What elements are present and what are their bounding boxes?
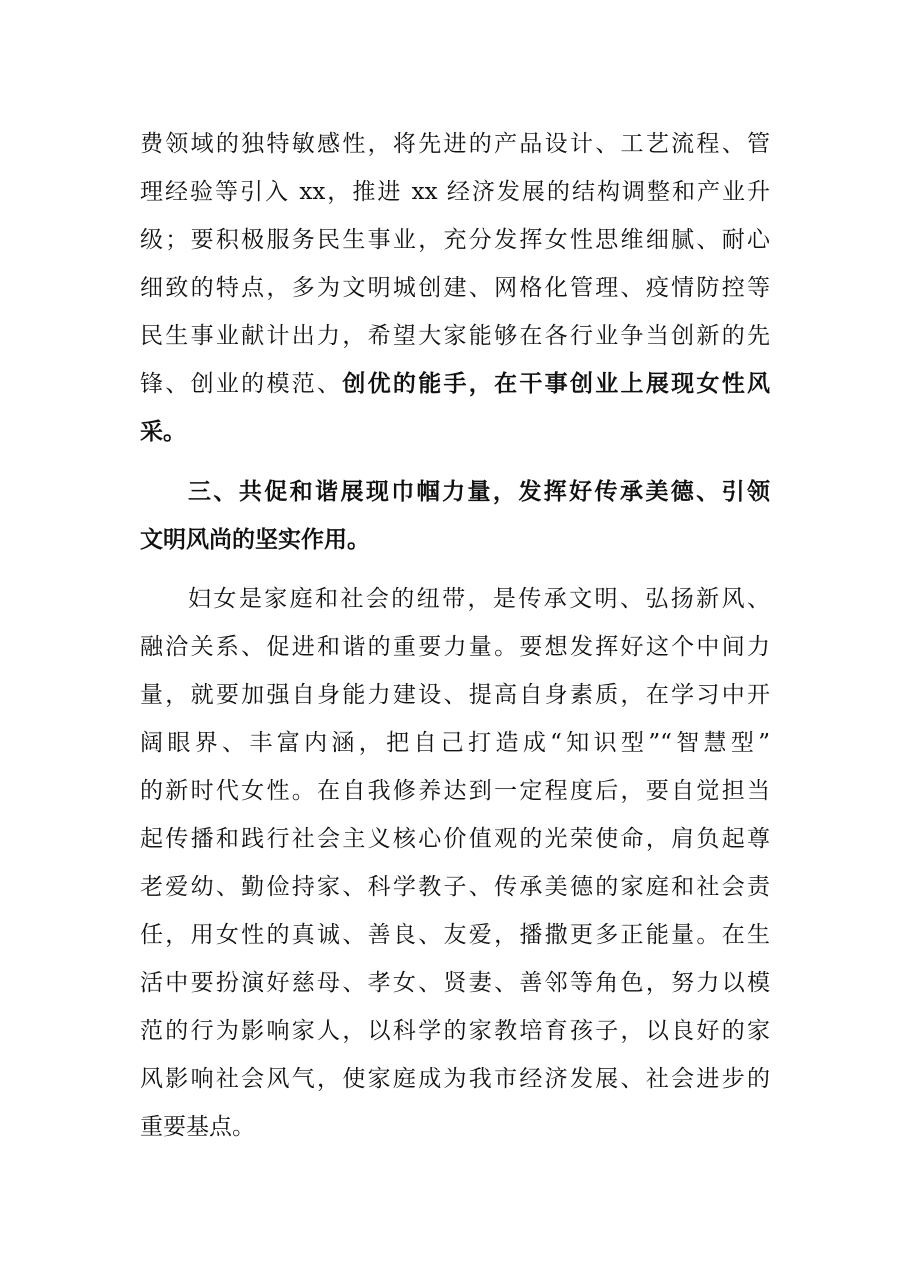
section-heading-line-1: 三、共促和谐展现巾帼力量，发挥好传承美德、引领 [188,479,770,505]
paragraph-1-line-1: 费领域的独特敏感性，将先进的产品设计、工艺流程、管 [140,131,770,157]
paragraph-2-line-3: 量，就要加强自身能力建设、提高自身素质，在学习中开 [140,682,770,708]
paragraph-1-line-6 [140,362,770,406]
paragraph-1-line-4: 细致的特点，多为文明城创建、网格化管理、疫情防控等 [140,275,770,301]
paragraph-2-line-10: 范的行为影响家人，以科学的家教培育孩子，以良好的家 [140,1018,770,1044]
paragraph-2-line-6: 起传播和践行社会主义核心价值观的光荣使命，肩负起尊 [140,826,770,852]
paragraph-2-line-8: 任，用女性的真诚、善良、友爱，播撒更多正能量。在生 [140,922,770,948]
paragraph-2-line-9: 活中要扮演好慈母、孝女、贤妻、善邻等角色，努力以模 [140,970,770,996]
paragraph-1-line-6-bold: 创优的能手，在干事创业上展现女性风 [342,371,771,397]
paragraph-2-line-7: 老爱幼、勤俭持家、科学教子、传承美德的家庭和社会责 [140,874,770,900]
paragraph-1-line-6-normal: 锋、创业的模范、 [140,371,343,397]
paragraph-1-line-3: 级；要积极服务民生事业，充分发挥女性思维细腻、耐心 [140,227,770,253]
paragraph-2-line-2: 融洽关系、促进和谐的重要力量。要想发挥好这个中间力 [140,634,770,660]
paragraph-2-line-5: 的新时代女性。在自我修养达到一定程度后，要自觉担当 [140,778,770,804]
paragraph-2-line-12: 重要基点。 [140,1114,255,1140]
section-heading-line-2: 文明风尚的坚实作用。 [140,527,370,553]
paragraph-1-line-5: 民生事业献计出力，希望大家能够在各行业争当创新的先 [140,323,770,349]
paragraph-2-line-1: 妇女是家庭和社会的纽带，是传承文明、弘扬新风、 [188,586,770,612]
paragraph-1-line-7: 采。 [140,419,186,445]
paragraph-1-line-2: 理经验等引入 xx，推进 xx 经济发展的结构调整和产业升 [140,179,770,205]
paragraph-2-line-11: 风影响社会风气，使家庭成为我市经济发展、社会进步的 [140,1066,770,1092]
paragraph-2-line-4: 阔眼界、丰富内涵，把自己打造成“知识型”“智慧型” [140,730,770,756]
